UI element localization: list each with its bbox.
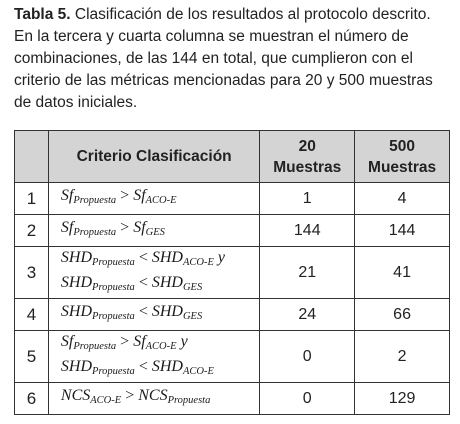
criterio-expression (61, 302, 259, 327)
criterio-expression (61, 218, 259, 243)
metric-b-subscript: ACO-E (182, 365, 214, 377)
header-20-muestras (260, 131, 355, 183)
value-500-muestras: 2 (355, 331, 450, 383)
metric-a-subscript: Propuesta (92, 365, 135, 377)
value-20-muestras: 1 (260, 183, 355, 215)
row-index: 4 (15, 299, 49, 331)
metric-b: NCS (138, 387, 168, 404)
caption-text: Clasificación de los resultados al protocolo descrito. (70, 6, 431, 23)
metric-b-subscript: Propuesta (167, 395, 211, 406)
row-index: 1 (15, 183, 49, 215)
header-500-muestras (355, 131, 450, 183)
comparison-operator: < (138, 303, 148, 320)
row-index: 6 (15, 383, 49, 415)
criterio-expression (61, 386, 259, 411)
comparison-operator: > (120, 187, 130, 204)
conjunction: y (217, 248, 225, 266)
metric-a-subscript: Propuesta (73, 227, 117, 238)
header-criterio: Criterio Clasificación (48, 131, 259, 183)
value-20-muestras: 21 (260, 247, 355, 299)
comparison-operator: > (120, 332, 130, 350)
metric-b: SHD (151, 303, 183, 320)
metric-a-subscript: Propuesta (92, 256, 135, 268)
criterio-cell (48, 183, 259, 215)
comparison-operator: > (125, 387, 135, 404)
metric-a: SHD (60, 357, 93, 375)
value-500-muestras: 129 (355, 383, 450, 415)
criterio-cell (48, 247, 259, 299)
metric-a: Sf (60, 219, 74, 236)
metric-b-subscript: ACO-E (145, 340, 177, 352)
metric-b-subscript: GES (182, 281, 203, 293)
caption-line: En la tercera y cuarta columna se muestran el número de (14, 28, 409, 45)
caption-line: combinaciones, de las 144 en total, que cumplieron con el (14, 50, 413, 67)
header-20-label: Muestras (273, 158, 342, 176)
value-500-muestras: 66 (355, 299, 450, 331)
row-index: 2 (15, 215, 49, 247)
value-20-muestras: 24 (260, 299, 355, 331)
criterio-expression (61, 273, 259, 298)
header-500-number: 500 (389, 137, 416, 155)
metric-b-subscript: GES (182, 311, 203, 322)
value-20-muestras: 0 (260, 383, 355, 415)
metric-b: SHD (151, 357, 183, 375)
table-row (15, 215, 450, 247)
metric-b: SHD (151, 273, 183, 291)
comparison-operator: > (120, 219, 130, 236)
metric-a: SHD (60, 303, 93, 320)
criterio-cell (48, 299, 259, 331)
metric-b-subscript: GES (145, 227, 165, 238)
criterio-cell (48, 383, 259, 415)
criterio-expression (61, 248, 259, 273)
metric-b: Sf (133, 332, 146, 350)
value-500-muestras: 41 (355, 247, 450, 299)
row-index: 5 (15, 331, 49, 383)
conjunction: y (180, 332, 188, 350)
classification-table (14, 130, 450, 415)
row-index: 3 (15, 247, 49, 299)
caption-line: de datos iniciales. (14, 94, 138, 111)
metric-b-subscript: ACO-E (182, 256, 214, 268)
table-row (15, 331, 450, 383)
value-20-muestras: 144 (260, 215, 355, 247)
criterio-cell (48, 215, 259, 247)
metric-b: SHD (151, 248, 183, 266)
value-500-muestras: 144 (355, 215, 450, 247)
caption-line (14, 4, 454, 26)
criterio-cell (48, 331, 259, 383)
table-header-row (15, 131, 450, 183)
comparison-operator: < (138, 357, 148, 375)
metric-a: SHD (60, 248, 93, 266)
metric-a: NCS (60, 387, 91, 404)
metric-a-subscript: Propuesta (92, 311, 135, 322)
table-row (15, 247, 450, 299)
criterio-expression (61, 357, 259, 382)
metric-a-subscript: Propuesta (73, 195, 117, 206)
table-row (15, 383, 450, 415)
caption-label: Tabla 5. (14, 6, 71, 23)
metric-a: Sf (60, 187, 74, 204)
table-row (15, 183, 450, 215)
metric-a: Sf (60, 332, 74, 350)
metric-a-subscript: ACO-E (90, 395, 122, 406)
metric-a-subscript: Propuesta (73, 340, 117, 352)
table-row (15, 299, 450, 331)
comparison-operator: < (138, 273, 148, 291)
metric-b: Sf (133, 187, 146, 204)
header-20-number: 20 (298, 137, 316, 155)
table-body (15, 183, 450, 415)
value-500-muestras: 4 (355, 183, 450, 215)
metric-a: SHD (60, 273, 93, 291)
caption-line: criterio de las métricas mencionadas para 20 y 500 muestras (14, 72, 433, 89)
header-index-cell (15, 131, 49, 183)
comparison-operator: < (138, 248, 148, 266)
metric-b-subscript: ACO-E (145, 195, 177, 206)
value-20-muestras: 0 (260, 331, 355, 383)
criterio-expression (61, 186, 259, 211)
header-500-label: Muestras (368, 158, 437, 176)
table-caption (14, 4, 454, 114)
criterio-expression (61, 332, 259, 357)
metric-b: Sf (133, 219, 146, 236)
metric-a-subscript: Propuesta (92, 281, 135, 293)
